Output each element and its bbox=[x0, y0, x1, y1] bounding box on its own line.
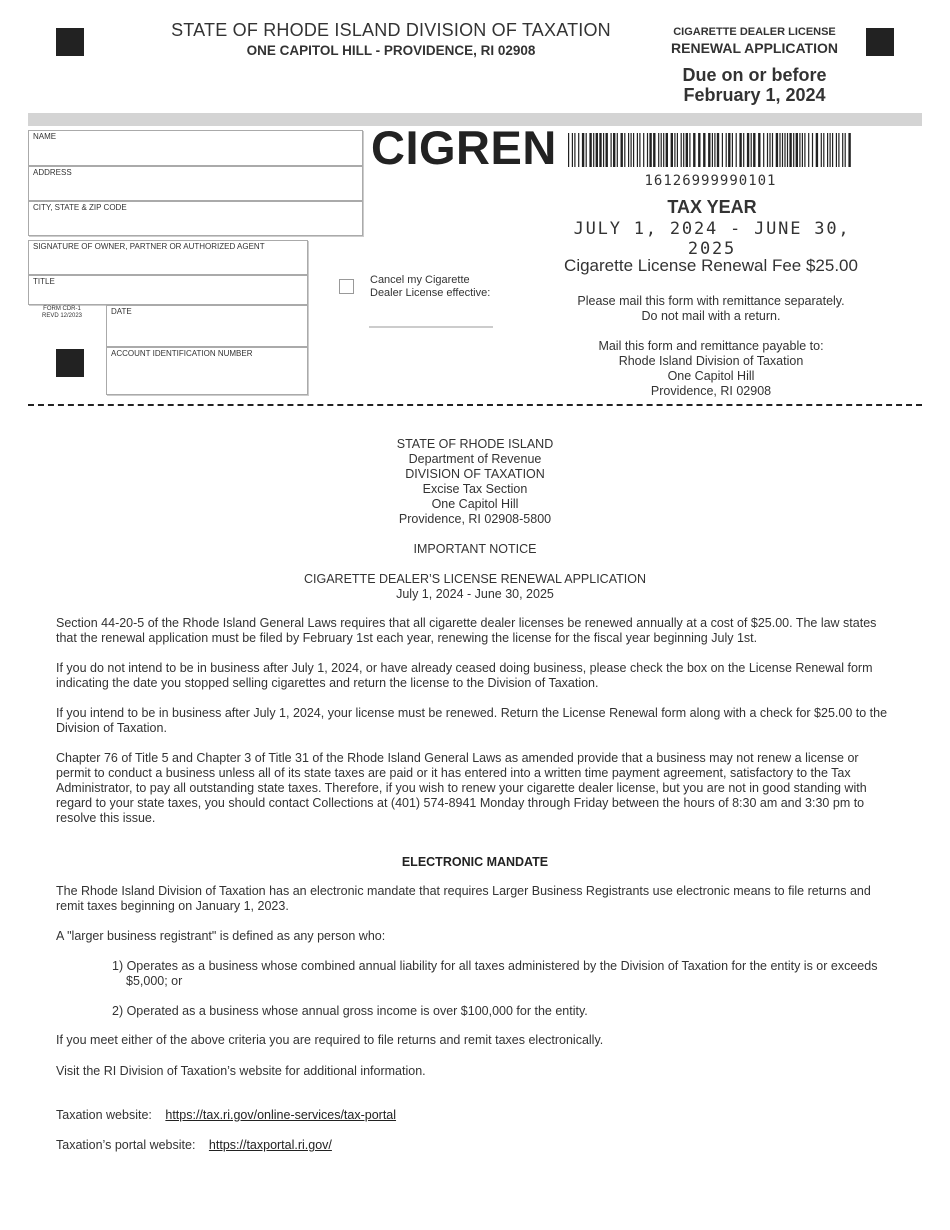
payable-line-3: One Capitol Hill bbox=[667, 369, 755, 383]
barcode-bar bbox=[836, 133, 837, 167]
tax-website-row bbox=[56, 1108, 896, 1123]
barcode-bar bbox=[845, 133, 846, 167]
barcode-bar bbox=[722, 133, 723, 167]
barcode-bar bbox=[703, 133, 705, 167]
barcode-bar bbox=[708, 133, 710, 167]
mandate-paragraph-2: A "larger business registrant" is defined as any person who: bbox=[56, 929, 386, 943]
form-header bbox=[150, 20, 632, 58]
barcode-bar bbox=[769, 133, 770, 167]
barcode bbox=[568, 133, 853, 167]
paragraph-3: If you intend to be in business after July 1, 2024, your license must be renewed. Return the License Renewal form along with a check for $25.00 to the Division of Taxation. bbox=[56, 706, 888, 735]
barcode-bar bbox=[663, 133, 664, 167]
barcode-bar bbox=[633, 133, 634, 167]
barcode-bar bbox=[693, 133, 695, 167]
barcode-bar bbox=[578, 133, 579, 167]
payable-line-1: Mail this form and remittance payable to: bbox=[598, 339, 824, 353]
barcode-bar bbox=[821, 133, 822, 167]
barcode-bar bbox=[674, 133, 675, 167]
barcode-bar bbox=[827, 133, 828, 167]
barcode-bar bbox=[637, 133, 638, 167]
barcode-bar bbox=[758, 133, 760, 167]
payable-address bbox=[520, 339, 902, 399]
signature-field-label: SIGNATURE OF OWNER, PARTNER OR AUTHORIZED AGENT bbox=[33, 242, 265, 251]
cancel-date-line[interactable] bbox=[369, 326, 493, 328]
barcode-bar bbox=[848, 133, 850, 167]
registration-mark-top-right bbox=[866, 28, 894, 56]
barcode-bar bbox=[823, 133, 824, 167]
paragraph-1: Section 44-20-5 of the Rhode Island General Laws requires that all cigarette dealer licenses be renewed annually at a cost of $25.00. The law states that the renewal application must be filed by February 1st each year, renewing the license for the fiscal year beginning July 1st. bbox=[56, 616, 877, 645]
paragraph-2: If you do not intend to be in business after July 1, 2024, or have already ceased doing business, please check the box on the License Renewal form indicating the date you stopped selling cigarettes and return the license to the Division of Taxation. bbox=[56, 661, 873, 690]
barcode-bar bbox=[639, 133, 640, 167]
barcode-bar bbox=[686, 133, 688, 167]
cancel-license-label bbox=[370, 274, 490, 300]
barcode-bar bbox=[628, 133, 629, 167]
date-field[interactable] bbox=[106, 305, 308, 347]
name-field[interactable] bbox=[28, 130, 363, 166]
barcode-bar bbox=[838, 133, 839, 167]
due-date bbox=[652, 65, 857, 105]
application-dates: July 1, 2024 - June 30, 2025 bbox=[396, 587, 554, 601]
barcode-bar bbox=[796, 133, 798, 167]
portal-website-row bbox=[56, 1138, 896, 1153]
barcode-bar bbox=[589, 133, 591, 167]
barcode-bar bbox=[802, 133, 803, 167]
barcode-bar bbox=[582, 133, 584, 167]
barcode-bar bbox=[732, 133, 733, 167]
barcode-bar bbox=[593, 133, 594, 167]
barcode-number: 16126999990101 bbox=[644, 173, 777, 189]
barcode-bar bbox=[793, 133, 794, 167]
notice-line-3: DIVISION OF TAXATION bbox=[405, 467, 545, 481]
barcode-bar bbox=[617, 133, 618, 167]
barcode-bar bbox=[812, 133, 813, 167]
header-address: ONE CAPITOL HILL - PROVIDENCE, RI 02908 bbox=[246, 43, 536, 58]
barcode-bar bbox=[779, 133, 780, 167]
tax-year-range: JULY 1, 2024 - JUNE 30, 2025 bbox=[573, 219, 851, 259]
portal-website-label: Taxation’s portal website: bbox=[56, 1138, 196, 1152]
barcode-bar bbox=[717, 133, 719, 167]
barcode-bar bbox=[647, 133, 648, 167]
barcode-bar bbox=[649, 133, 651, 167]
cancel-license-checkbox[interactable] bbox=[339, 279, 354, 294]
tax-website-label: Taxation website: bbox=[56, 1108, 152, 1122]
form-id-line-2: REVD 12/2023 bbox=[41, 313, 83, 319]
mandate-heading: ELECTRONIC MANDATE bbox=[401, 855, 549, 869]
mandate-item-2: 2) Operated as a business whose annual gross income is over $100,000 for the entity. bbox=[112, 1004, 588, 1018]
barcode-bar bbox=[611, 133, 612, 167]
portal-website-link[interactable]: https://taxportal.ri.gov/ bbox=[208, 1138, 332, 1152]
barcode-bar bbox=[728, 133, 730, 167]
mail-note-line-2: Do not mail with a return. bbox=[641, 309, 781, 323]
barcode-bar bbox=[747, 133, 749, 167]
form-id-line-1: FORM CDR-1 bbox=[43, 306, 81, 312]
form-id bbox=[30, 306, 94, 320]
barcode-bar bbox=[586, 133, 587, 167]
signature-field[interactable] bbox=[28, 240, 308, 275]
barcode-bar bbox=[603, 133, 604, 167]
notice-header bbox=[0, 437, 950, 602]
due-line-1: Due on or before bbox=[682, 65, 827, 85]
cancel-line-2: Dealer License effective: bbox=[370, 287, 491, 299]
mandate-paragraph-3: If you meet either of the above criteria you are required to file returns and remit taxes electronically. bbox=[56, 1033, 604, 1047]
renewal-label: RENEWAL APPLICATION bbox=[671, 40, 838, 56]
barcode-bar bbox=[613, 133, 615, 167]
barcode-bar bbox=[621, 133, 623, 167]
barcode-bar bbox=[681, 133, 682, 167]
barcode-bar bbox=[789, 133, 791, 167]
header-title: STATE OF RHODE ISLAND DIVISION OF TAXATION bbox=[171, 20, 611, 40]
registration-mark-top-left bbox=[56, 28, 84, 56]
account-id-field[interactable] bbox=[106, 347, 308, 395]
barcode-bar bbox=[712, 133, 713, 167]
barcode-bar bbox=[606, 133, 608, 167]
barcode-bar bbox=[596, 133, 598, 167]
barcode-bar bbox=[568, 133, 569, 167]
tax-year-label: TAX YEAR bbox=[667, 197, 757, 217]
barcode-bar bbox=[689, 133, 690, 167]
barcode-bar bbox=[653, 133, 655, 167]
barcode-bar bbox=[631, 133, 632, 167]
barcode-bar bbox=[751, 133, 752, 167]
due-line-2: February 1, 2024 bbox=[683, 85, 826, 105]
tax-website-link[interactable]: https://tax.ri.gov/online-services/tax-portal bbox=[165, 1108, 397, 1122]
mandate-paragraph-1: The Rhode Island Division of Taxation has an electronic mandate that requires Larger Business Registrants use electronic means to file returns and remit taxes beginning on January 1, 2023. bbox=[56, 884, 871, 913]
city-state-zip-field[interactable] bbox=[28, 201, 363, 236]
barcode-bar bbox=[832, 133, 833, 167]
barcode-bar bbox=[753, 133, 755, 167]
mail-note bbox=[520, 294, 902, 324]
barcode-bar bbox=[677, 133, 678, 167]
license-header bbox=[652, 26, 857, 105]
barcode-bar bbox=[772, 133, 773, 167]
registration-mark-bottom-left bbox=[56, 349, 84, 377]
barcode-bar bbox=[804, 133, 805, 167]
mail-note-line-1: Please mail this form with remittance separately. bbox=[577, 294, 845, 308]
barcode-bar bbox=[816, 133, 818, 167]
payable-line-4: Providence, RI 02908 bbox=[650, 384, 772, 398]
barcode-bar bbox=[776, 133, 778, 167]
barcode-bar bbox=[787, 133, 788, 167]
barcode-bar bbox=[643, 133, 644, 167]
account-field-label: ACCOUNT IDENTIFICATION NUMBER bbox=[111, 349, 253, 358]
barcode-bar bbox=[799, 133, 800, 167]
address-field-label: ADDRESS bbox=[33, 168, 72, 177]
notice-line-5: One Capitol Hill bbox=[431, 497, 519, 511]
notice-line-1: STATE OF RHODE ISLAND bbox=[396, 437, 554, 451]
paragraph-4: Chapter 76 of Title 5 and Chapter 3 of Title 31 of the Rhode Island General Laws as amended provide that a business may not renew a license or permit to conduct a business unless all of its state taxes are paid or it has entered into a written time payment agreement, satisfactory to the Tax Administrator, to pay all outstanding state taxes. Therefore, if you wish to renew your cigarette dealer license, but you are not in good standing with regard to your state taxes, you should contact Collections at (401) 574-8941 Monday through Friday between the hours of 8:30 am and 3:30 pm to resolve this issue. bbox=[56, 751, 867, 825]
barcode-bar bbox=[599, 133, 601, 167]
barcode-bar bbox=[830, 133, 831, 167]
mandate-item-1: 1) Operates as a business whose combined annual liability for all taxes administered by the Division of Taxation for the entity is or exceeds $5,000; or bbox=[112, 959, 878, 988]
barcode-bar bbox=[784, 133, 785, 167]
barcode-bar bbox=[782, 133, 783, 167]
payable-line-2: Rhode Island Division of Taxation bbox=[618, 354, 804, 368]
title-field[interactable] bbox=[28, 275, 308, 305]
barcode-bar bbox=[624, 133, 625, 167]
barcode-bar bbox=[572, 133, 573, 167]
important-notice: IMPORTANT NOTICE bbox=[413, 542, 537, 556]
application-title: CIGARETTE DEALER’S LICENSE RENEWAL APPLICATION bbox=[304, 572, 646, 586]
barcode-bar bbox=[736, 133, 737, 167]
title-field-label: TITLE bbox=[33, 277, 55, 286]
barcode-bar bbox=[683, 133, 684, 167]
notice-line-4: Excise Tax Section bbox=[422, 482, 528, 496]
address-field[interactable] bbox=[28, 166, 363, 201]
barcode-bar bbox=[666, 133, 668, 167]
barcode-bar bbox=[739, 133, 741, 167]
license-label: CIGARETTE DEALER LICENSE bbox=[673, 26, 836, 38]
city-field-label: CITY, STATE & ZIP CODE bbox=[33, 203, 127, 212]
cut-line bbox=[28, 404, 922, 406]
barcode-bar bbox=[767, 133, 768, 167]
barcode-bar bbox=[763, 133, 764, 167]
barcode-bar bbox=[658, 133, 659, 167]
barcode-bar bbox=[808, 133, 809, 167]
name-field-label: NAME bbox=[33, 132, 57, 141]
mandate-paragraph-4: Visit the RI Division of Taxation’s website for additional information. bbox=[56, 1064, 426, 1078]
barcode-bar bbox=[698, 133, 700, 167]
renewal-fee: Cigarette License Renewal Fee $25.00 bbox=[564, 256, 858, 275]
date-field-label: DATE bbox=[111, 307, 132, 316]
notice-line-6: Providence, RI 02908-5800 bbox=[398, 512, 552, 526]
barcode-bar bbox=[714, 133, 715, 167]
form-code: CIGREN bbox=[371, 121, 557, 174]
barcode-bar bbox=[726, 133, 727, 167]
barcode-bar bbox=[842, 133, 843, 167]
notice-line-2: Department of Revenue bbox=[408, 452, 542, 466]
cancel-line-1: Cancel my Cigarette bbox=[370, 274, 470, 286]
barcode-bar bbox=[574, 133, 575, 167]
barcode-bar bbox=[671, 133, 673, 167]
barcode-bar bbox=[743, 133, 744, 167]
barcode-bar bbox=[661, 133, 662, 167]
